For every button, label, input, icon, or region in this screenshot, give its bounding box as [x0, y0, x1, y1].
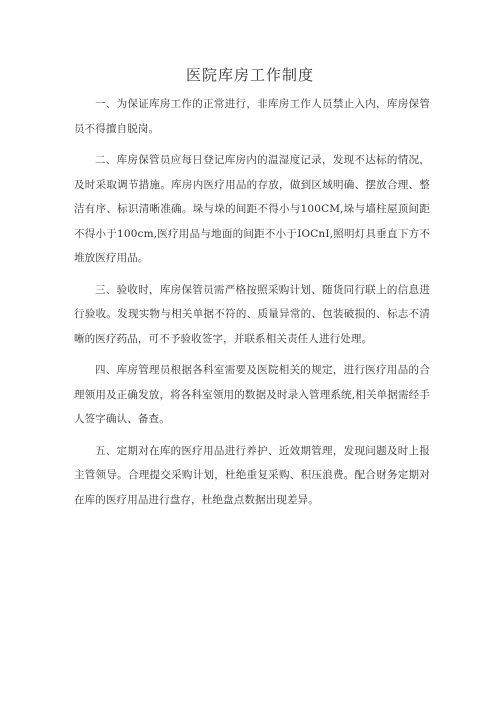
paragraph-2: 二、库房保管员应每日登记库房内的温湿度记录，发现不达标的情况，及时采取调节措施。库房内医疗用品的存放，做到区域明确、摆放合理、整洁有序、标识清晰准确。垛与垛的间距不得小与100CM,垛与墙柱屋顶间距不得小于100cm,医疗用品与地面的间距不小于IOCnI,照明灯具垂直下方不堆放医疗用品。	[74, 154, 430, 264]
paragraph-5: 五、定期对在库的医疗用品进行养护、近效期管理，发现问题及时上报主管领导。合理提交采购计划，杜绝重复采购、积压浪费。配合财务定期对在库的医疗用品进行盘存，杜绝盘点数据出现差异。	[74, 444, 430, 506]
paragraph-1: 一、为保证库房工作的正常进行，非库房工作人员禁止入内，库房保管员不得擅自脱岗。	[74, 98, 430, 135]
document-title: 医院库房工作制度	[185, 66, 314, 84]
paragraph-3: 三、验收时，库房保管员需严格按照采购计划、随货同行联上的信息进行验收。发现实物与相关单据不符的、质量异常的、包装破损的、标志不清晰的医疗药品，可不予验收签字，并联系相关责任人进行处理。	[74, 283, 430, 345]
document-body	[74, 92, 430, 519]
paragraph-4: 四、库房管理员根据各科室需要及医院相关的规定，进行医疗用品的合理领用及正确发放，将各科室领用的数据及时录入管理系统,相关单据需经手人签字确认、备查。	[74, 364, 430, 425]
